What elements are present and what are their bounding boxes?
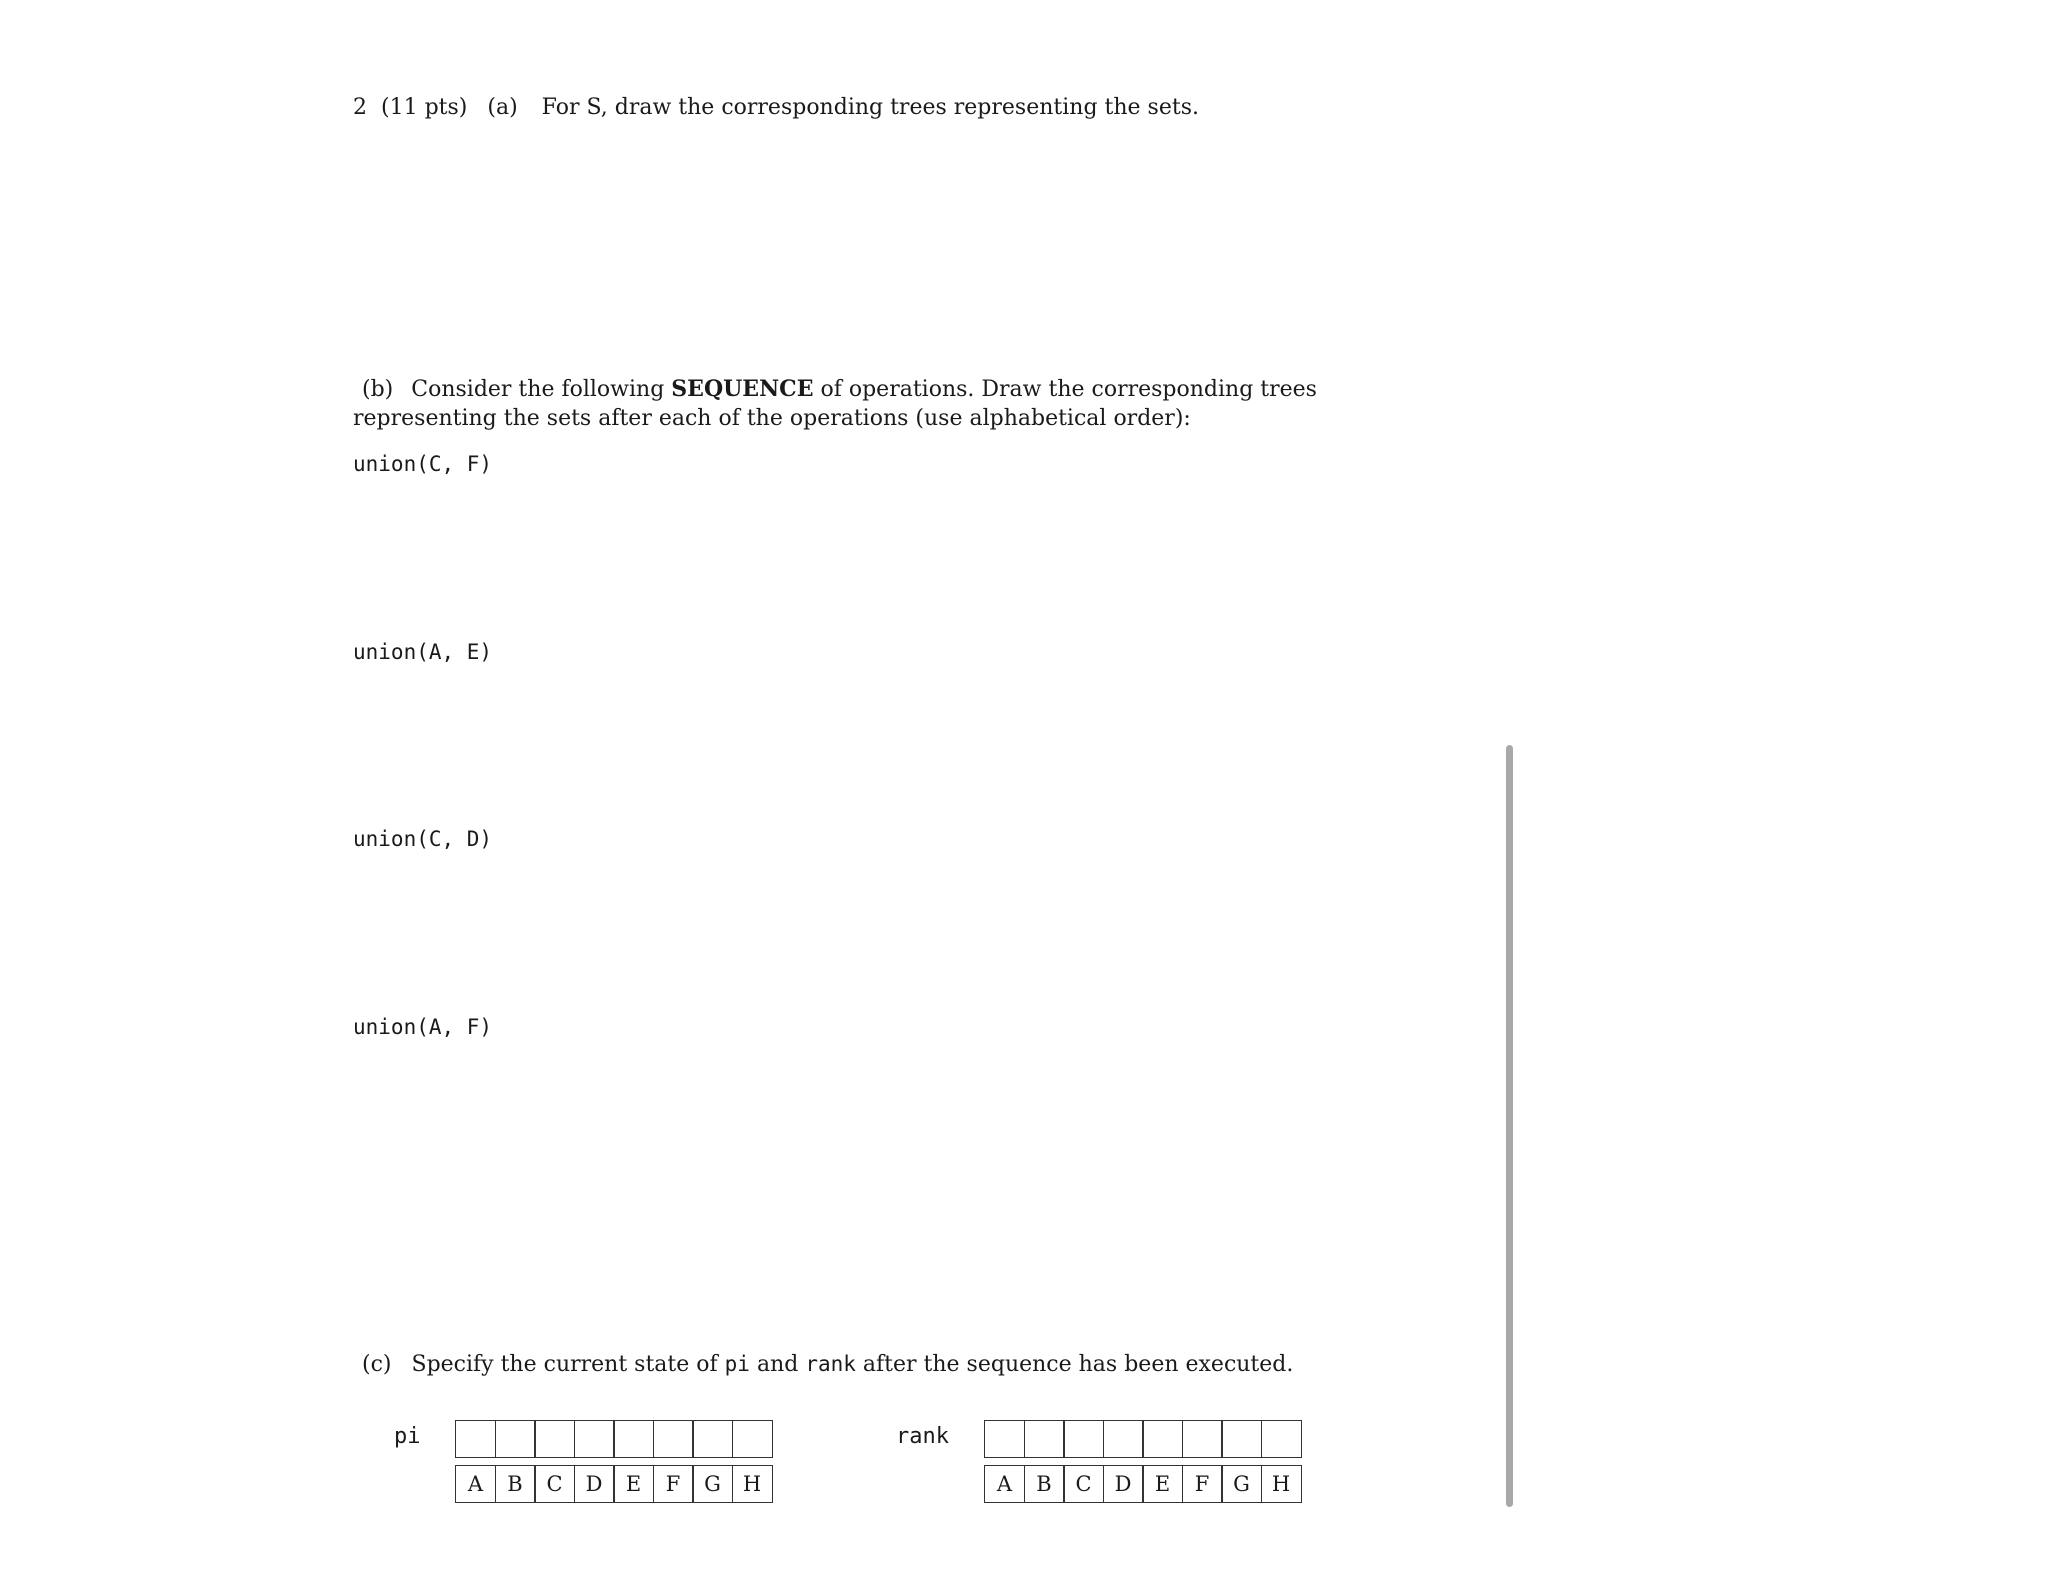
- part-c-code-pi: pi: [724, 1352, 750, 1376]
- rank-index-cell: G: [1221, 1465, 1262, 1503]
- question-c: [362, 1350, 1293, 1379]
- question-number: 2: [353, 95, 367, 120]
- operation-union-a-f: union(A, F): [353, 1015, 493, 1039]
- rank-index-row: [984, 1465, 1302, 1503]
- pi-value-cell[interactable]: [653, 1420, 694, 1458]
- part-c-text-3: after the sequence has been executed.: [862, 1352, 1294, 1377]
- part-a-text: For S, draw the corresponding trees representing the sets.: [541, 95, 1199, 120]
- question-b: [353, 375, 1373, 433]
- rank-value-cell[interactable]: [1221, 1420, 1262, 1458]
- part-b-text-after: of operations. Draw the corresponding trees representing the sets after each of the operations (use alphabetical order):: [353, 377, 1317, 431]
- rank-value-cell[interactable]: [1142, 1420, 1183, 1458]
- pi-index-cell: F: [653, 1465, 694, 1503]
- part-b-label: (b): [362, 377, 394, 402]
- rank-index-cell: H: [1261, 1465, 1302, 1503]
- part-c-text-2: and: [756, 1352, 799, 1377]
- part-b-emphasis: SEQUENCE: [671, 376, 814, 402]
- rank-value-cell[interactable]: [1063, 1420, 1104, 1458]
- pi-index-cell: G: [692, 1465, 733, 1503]
- rank-index-cell: E: [1142, 1465, 1183, 1503]
- rank-value-row: [984, 1420, 1302, 1458]
- pi-index-cell: C: [534, 1465, 575, 1503]
- pi-index-cell: E: [613, 1465, 654, 1503]
- pi-value-cell[interactable]: [692, 1420, 733, 1458]
- rank-index-cell: D: [1103, 1465, 1144, 1503]
- operation-union-a-e: union(A, E): [353, 640, 493, 664]
- rank-value-cell[interactable]: [1103, 1420, 1144, 1458]
- pi-index-row: [455, 1465, 773, 1503]
- pi-index-cell: D: [574, 1465, 615, 1503]
- rank-index-cell: A: [984, 1465, 1025, 1503]
- question-points: (11 pts): [381, 95, 468, 120]
- pi-array-label: pi: [394, 1424, 421, 1449]
- rank-value-cell[interactable]: [1024, 1420, 1065, 1458]
- part-c-code-rank: rank: [805, 1352, 856, 1376]
- operation-union-c-d: union(C, D): [353, 827, 493, 851]
- part-c-label: (c): [362, 1352, 392, 1377]
- pi-value-cell[interactable]: [534, 1420, 575, 1458]
- vertical-scrollbar[interactable]: [1506, 745, 1513, 1507]
- rank-index-cell: F: [1182, 1465, 1223, 1503]
- operation-union-c-f: union(C, F): [353, 452, 493, 476]
- part-b-text-before: Consider the following: [411, 377, 665, 402]
- rank-array-label: rank: [896, 1424, 949, 1449]
- pi-value-cell[interactable]: [732, 1420, 773, 1458]
- rank-value-cell[interactable]: [984, 1420, 1025, 1458]
- rank-index-cell: C: [1063, 1465, 1104, 1503]
- pi-index-cell: H: [732, 1465, 773, 1503]
- pi-value-cell[interactable]: [574, 1420, 615, 1458]
- pi-value-cell[interactable]: [455, 1420, 496, 1458]
- pi-value-cell[interactable]: [495, 1420, 536, 1458]
- question-a: [353, 93, 1199, 122]
- pi-index-cell: B: [495, 1465, 536, 1503]
- part-c-text-1: Specify the current state of: [411, 1352, 718, 1377]
- rank-value-cell[interactable]: [1261, 1420, 1302, 1458]
- rank-value-cell[interactable]: [1182, 1420, 1223, 1458]
- pi-value-cell[interactable]: [613, 1420, 654, 1458]
- pi-index-cell: A: [455, 1465, 496, 1503]
- rank-index-cell: B: [1024, 1465, 1065, 1503]
- pi-value-row: [455, 1420, 773, 1458]
- part-a-label: (a): [487, 95, 518, 120]
